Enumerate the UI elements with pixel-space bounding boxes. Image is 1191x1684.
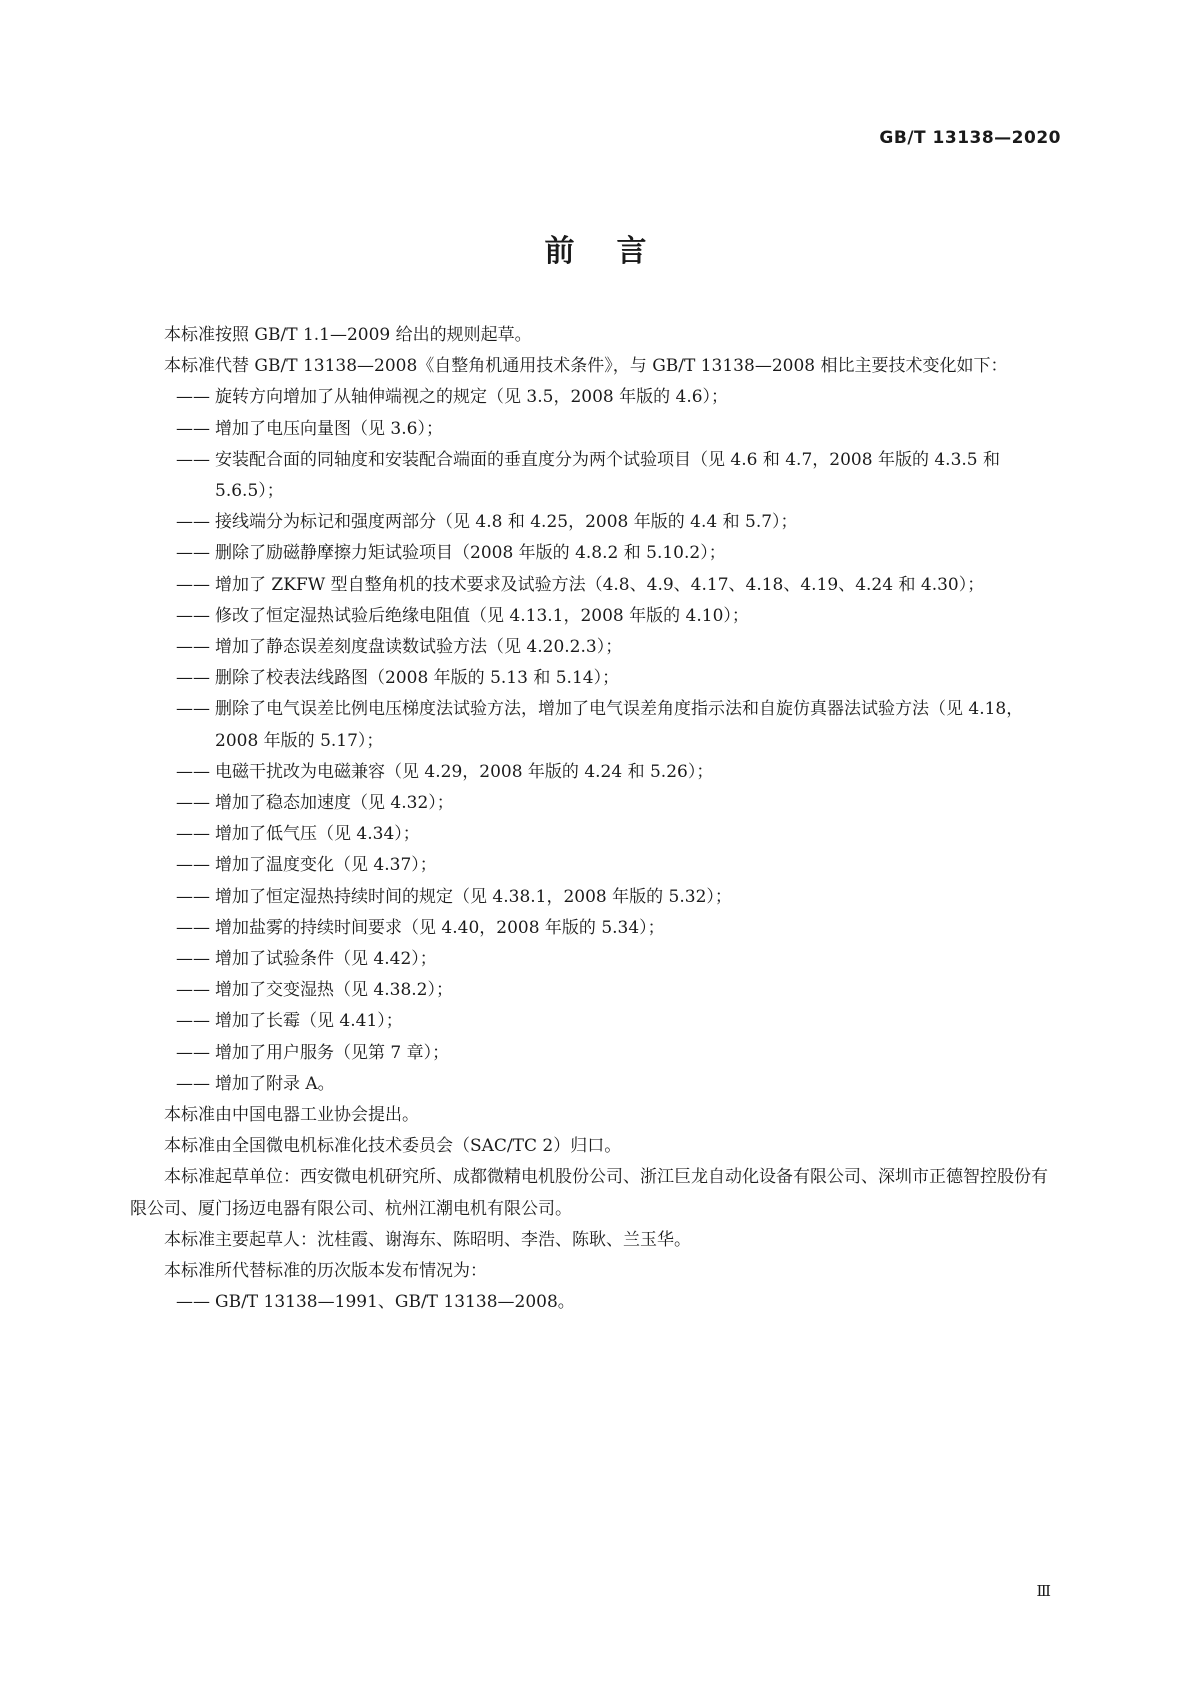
dash-marker: —— <box>176 886 210 907</box>
dash-marker: —— <box>176 1292 210 1313</box>
dash-marker: —— <box>176 387 210 408</box>
paragraph: 本标准主要起草人：沈桂霞、谢海东、陈昭明、李浩、陈耿、兰玉华。 <box>164 1229 691 1250</box>
page-title: 前言 <box>544 234 689 269</box>
paragraph: 本标准所代替标准的历次版本发布情况为： <box>164 1261 487 1282</box>
paragraph: 本标准由中国电器工业协会提出。 <box>164 1105 419 1126</box>
list-item <box>130 1006 1060 1037</box>
page-number: Ⅲ <box>1036 1582 1051 1600</box>
list-item-text: 增加了用户服务（见第 7 章）； <box>215 1042 450 1063</box>
history-text: GB/T 13138—1991、GB/T 13138—2008。 <box>215 1292 575 1313</box>
list-item <box>130 632 1060 663</box>
dash-marker: —— <box>176 1011 210 1032</box>
list-item <box>130 694 1060 756</box>
list-item-text: 接线端分为标记和强度两部分（见 4.8 和 4.25，2008 年版的 4.4 和 5.7）； <box>215 512 798 533</box>
list-item-text: 增加了 ZKFW 型自整角机的技术要求及试验方法（4.8、4.9、4.17、4.18、4.19、4.24 和 4.30）； <box>215 574 985 595</box>
dash-marker: —— <box>176 418 210 439</box>
list-item <box>130 788 1060 819</box>
list-item <box>130 1287 1060 1318</box>
list-item-text: 增加了长霉（见 4.41）； <box>215 1011 403 1032</box>
list-item <box>130 507 1060 538</box>
list-item <box>130 570 1060 601</box>
list-item <box>130 882 1060 913</box>
list-item <box>130 913 1060 944</box>
list-item <box>130 538 1060 569</box>
dash-marker: —— <box>176 824 210 845</box>
list-item <box>130 757 1060 788</box>
list-item-text: 安装配合面的同轴度和安装配合端面的垂直度分为两个试验项目（见 4.6 和 4.7，2008 年版的 4.3.5 和 5.6.5）； <box>215 449 1001 502</box>
list-item-text: 增加了电压向量图（见 3.6）； <box>215 418 443 439</box>
list-item <box>130 445 1060 507</box>
dash-marker: —— <box>176 793 210 814</box>
list-item-text: 增加盐雾的持续时间要求（见 4.40，2008 年版的 5.34）； <box>215 917 665 938</box>
dash-marker: —— <box>176 668 210 689</box>
list-item-text: 增加了恒定湿热持续时间的规定（见 4.38.1，2008 年版的 5.32）； <box>215 886 732 907</box>
list-item-text: 删除了电气误差比例电压梯度法试验方法，增加了电气误差角度指示法和自旋仿真器法试验方法（见 4.18，2008 年版的 5.17）； <box>215 699 1024 751</box>
dash-marker: —— <box>176 543 210 564</box>
dash-marker: —— <box>176 761 210 782</box>
dash-marker: —— <box>176 980 210 1001</box>
list-item-text: 增加了低气压（见 4.34）； <box>215 824 420 845</box>
list-item <box>130 944 1060 975</box>
dash-marker: —— <box>176 574 210 595</box>
dash-marker: —— <box>176 637 210 658</box>
list-item <box>130 975 1060 1006</box>
paragraph: 本标准代替 GB/T 13138—2008《自整角机通用技术条件》，与 GB/T 13138—2008 相比主要技术变化如下： <box>164 356 1008 377</box>
list-item <box>130 850 1060 881</box>
document-body <box>130 320 1060 1319</box>
list-item <box>130 1038 1060 1069</box>
list-item-text: 增加了静态误差刻度盘读数试验方法（见 4.20.2.3）； <box>215 637 623 658</box>
dash-marker: —— <box>176 949 210 970</box>
paragraph: 本标准起草单位：西安微电机研究所、成都微精电机股份公司、浙江巨龙自动化设备有限公司、深圳市正德智控股份有限公司、厦门扬迈电器有限公司、杭州江潮电机有限公司。 <box>130 1167 1048 1219</box>
list-item-text: 修改了恒定湿热试验后绝缘电阻值（见 4.13.1，2008 年版的 4.10）； <box>215 605 749 626</box>
list-item <box>130 1069 1060 1100</box>
paragraph: 本标准由全国微电机标准化技术委员会（SAC/TC 2）归口。 <box>164 1136 622 1157</box>
dash-marker: —— <box>176 449 210 470</box>
dash-marker: —— <box>176 512 210 533</box>
list-item <box>130 663 1060 694</box>
dash-marker: —— <box>176 1042 210 1063</box>
list-item-text: 删除了校表法线路图（2008 年版的 5.13 和 5.14）； <box>215 668 620 689</box>
list-item-text: 增加了温度变化（见 4.37）； <box>215 855 437 876</box>
list-item-text: 删除了励磁静摩擦力矩试验项目（2008 年版的 4.8.2 和 5.10.2）； <box>215 543 726 564</box>
list-item-text: 增加了试验条件（见 4.42）； <box>215 949 437 970</box>
standard-code: GB/T 13138—2020 <box>879 128 1061 148</box>
paragraph: 本标准按照 GB/T 1.1—2009 给出的规则起草。 <box>164 325 532 345</box>
dash-marker: —— <box>176 605 210 626</box>
list-item-text: 增加了交变湿热（见 4.38.2）； <box>215 980 453 1001</box>
dash-marker: —— <box>176 699 210 720</box>
list-item <box>130 819 1060 850</box>
list-item-text: 增加了附录 A。 <box>215 1073 335 1094</box>
list-item <box>130 414 1060 445</box>
list-item-text: 电磁干扰改为电磁兼容（见 4.29，2008 年版的 4.24 和 5.26）； <box>215 761 714 782</box>
list-item <box>130 601 1060 632</box>
list-item-text: 增加了稳态加速度（见 4.32）； <box>215 793 454 814</box>
dash-marker: —— <box>176 1073 210 1094</box>
dash-marker: —— <box>176 917 210 938</box>
list-item-text: 旋转方向增加了从轴伸端视之的规定（见 3.5，2008 年版的 4.6）； <box>215 387 729 408</box>
list-item <box>130 382 1060 413</box>
dash-marker: —— <box>176 855 210 876</box>
